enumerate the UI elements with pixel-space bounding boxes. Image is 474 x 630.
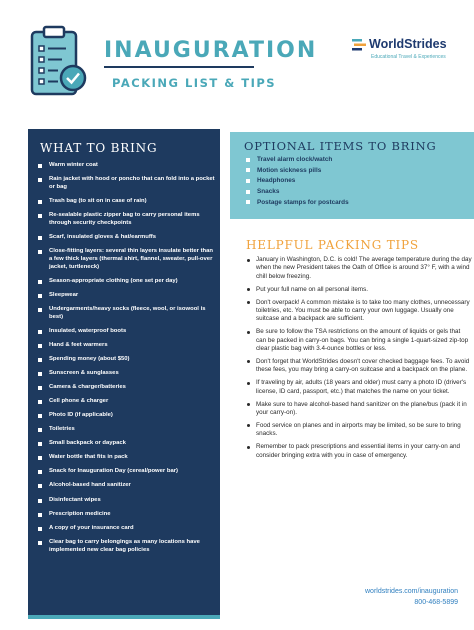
list-item: If traveling by air, adults (18 years and older) must carry a photo ID (driver's license, ID card, passport, etc.) that matches the name on your ticket. (246, 379, 472, 396)
list-item: Snacks (246, 188, 349, 195)
list-item: Re-sealable plastic zipper bag to carry personal items through security checkpoints (38, 212, 216, 228)
list-item: Be sure to follow the TSA restrictions on the amount of liquids or gels that can be packed in carry-on bags. You can bring a single 1-quart-sized zip-top clear plastic bag with 3.4-ounce bottles or less. (246, 328, 472, 353)
list-item: Cell phone & charger (38, 398, 216, 406)
list-item: Remember to pack prescriptions and essential items in your carry-on and consider bringing extra with you in case of emergency. (246, 443, 472, 460)
optional-items-panel (230, 132, 474, 219)
list-item: January in Washington, D.C. is cold! The average temperature during the day when the new President takes the Oath of Office is around 37° F, with a wind chill below freezing. (246, 256, 472, 281)
list-item: Water bottle that fits in pack (38, 454, 216, 462)
list-item: Hand & feet warmers (38, 342, 216, 350)
list-item: Close-fitting layers: several thin layers insulate better than a few thick layers (thermal shirt, flannel, sweater, pull-over jacket, turtleneck) (38, 248, 216, 271)
list-item: A copy of your insurance card (38, 525, 216, 533)
list-item: Warm winter coat (38, 162, 216, 170)
title-underline (104, 66, 254, 68)
optional-items-list (246, 156, 349, 209)
list-item: Camera & charger/batteries (38, 384, 216, 392)
list-item: Photo ID (if applicable) (38, 412, 216, 420)
list-item: Undergarments/heavy socks (fleece, wool, or isowool is best) (38, 306, 216, 322)
page-title: INAUGURATION (104, 38, 318, 63)
list-item: Clear bag to carry belongings as many locations have implemented new clear bag policies (38, 539, 216, 555)
list-item: Spending money (about $50) (38, 356, 216, 364)
page-footer (365, 587, 458, 608)
list-item: Small backpack or daypack (38, 440, 216, 448)
list-item: Snack for Inauguration Day (cereal/power bar) (38, 468, 216, 476)
list-item: Headphones (246, 177, 349, 184)
list-item: Postage stamps for postcards (246, 199, 349, 206)
clipboard-check-icon (28, 24, 90, 100)
packing-tips-title: HELPFUL PACKING TIPS (246, 238, 419, 252)
page-header (0, 0, 474, 118)
page-subtitle: PACKING LIST & TIPS (112, 76, 277, 90)
list-item: Trash bag (to sit on in case of rain) (38, 198, 216, 206)
what-to-bring-title: WHAT TO BRING (40, 141, 158, 155)
footer-phone: 800-468-5899 (414, 598, 458, 606)
list-item: Sleepwear (38, 292, 216, 300)
list-item: Insulated, waterproof boots (38, 328, 216, 336)
list-item: Rain jacket with hood or poncho that can fold into a pocket or bag (38, 176, 216, 192)
list-item: Put your full name on all personal items. (246, 286, 472, 294)
list-item: Sunscreen & sunglasses (38, 370, 216, 378)
list-item: Toiletries (38, 426, 216, 434)
footer-url-link[interactable]: worldstrides.com/inauguration (365, 588, 458, 595)
optional-items-title: OPTIONAL ITEMS TO BRING (244, 139, 437, 153)
list-item: Motion sickness pills (246, 167, 349, 174)
logo-name: WorldStrides (369, 37, 447, 51)
list-item: Alcohol-based hand sanitizer (38, 482, 216, 490)
what-to-bring-panel (28, 129, 220, 619)
list-item: Scarf, insulated gloves & hat/earmuffs (38, 234, 216, 242)
list-item: Travel alarm clock/watch (246, 156, 349, 163)
what-to-bring-list (38, 162, 216, 561)
list-item: Don't forget that WorldStrides doesn't cover checked baggage fees. To avoid these fees, you may bring a carry-on suitcase and a backpack on the plane. (246, 358, 472, 375)
logo-tagline: Educational Travel & Experiences (371, 54, 446, 60)
list-item: Don't overpack! A common mistake is to take too many clothes, unnecessary toiletries, etc. You must be able to carry your own luggage. Usually one suitcase and a backpack are sufficient. (246, 299, 472, 324)
list-item: Season-appropriate clothing (one set per day) (38, 278, 216, 286)
list-item: Prescription medicine (38, 511, 216, 519)
list-item: Food service on planes and in airports may be limited, so be sure to bring snacks. (246, 422, 472, 439)
logo-mark-icon (352, 39, 366, 51)
list-item: Disinfectant wipes (38, 497, 216, 505)
packing-tips-list (246, 256, 472, 465)
list-item: Make sure to have alcohol-based hand sanitizer on the plane/bus (pack it in your carry-on). (246, 401, 472, 418)
